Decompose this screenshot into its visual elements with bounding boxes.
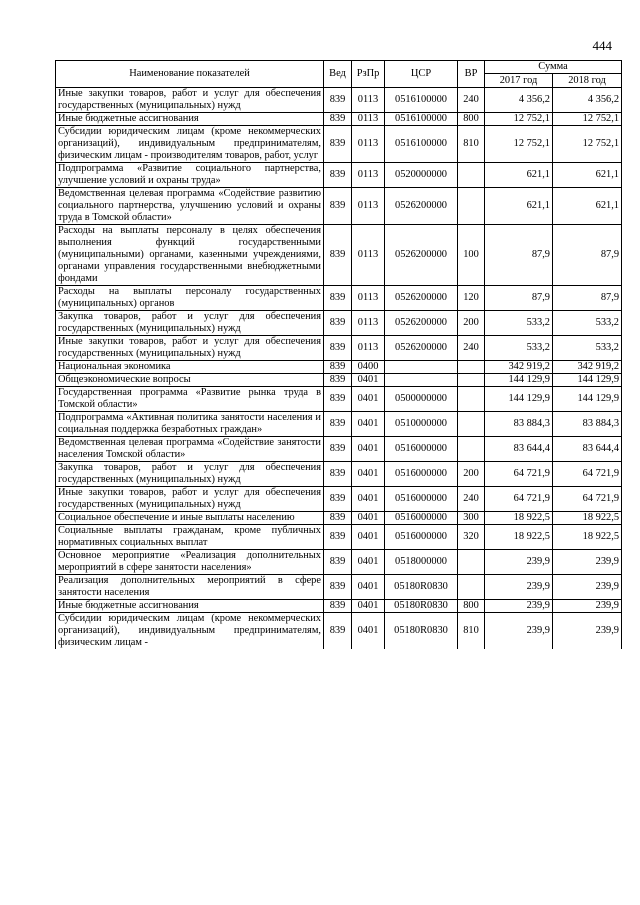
row-sum-2018: 87,9 [553, 225, 622, 286]
row-sum-2018: 64 721,9 [553, 487, 622, 512]
row-sum-2017: 64 721,9 [485, 487, 553, 512]
table-row [56, 512, 622, 525]
row-vr [458, 550, 485, 575]
row-vr [458, 387, 485, 412]
row-vr: 200 [458, 462, 485, 487]
row-name: Субсидии юридическим лицам (кроме некоммерческих организаций), индивидуальным предпринимателям, физическим лицам - [56, 613, 324, 650]
row-vr [458, 361, 485, 374]
row-sum-2017: 12 752,1 [485, 113, 553, 126]
row-csr: 0500000000 [385, 387, 458, 412]
table-body [56, 88, 622, 650]
row-csr: 0516100000 [385, 88, 458, 113]
row-sum-2018: 12 752,1 [553, 113, 622, 126]
row-sum-2018: 18 922,5 [553, 525, 622, 550]
row-ved: 839 [324, 525, 352, 550]
row-vr: 320 [458, 525, 485, 550]
table-row [56, 525, 622, 550]
row-csr: 0520000000 [385, 163, 458, 188]
row-sum-2017: 533,2 [485, 311, 553, 336]
row-sum-2018: 83 884,3 [553, 412, 622, 437]
row-csr: 0510000000 [385, 412, 458, 437]
row-ved: 839 [324, 437, 352, 462]
row-ved: 839 [324, 600, 352, 613]
row-name: Реализация дополнительных мероприятий в сфере занятости населения [56, 575, 324, 600]
budget-table [55, 60, 622, 649]
row-csr: 0526200000 [385, 336, 458, 361]
header-sum: Сумма [485, 61, 622, 74]
row-rzpr: 0401 [352, 387, 385, 412]
row-rzpr: 0401 [352, 525, 385, 550]
row-ved: 839 [324, 550, 352, 575]
row-sum-2018: 239,9 [553, 550, 622, 575]
row-ved: 839 [324, 361, 352, 374]
row-name: Субсидии юридическим лицам (кроме некоммерческих организаций), индивидуальным предпринимателям, физическим лицам - производителям товаров, работ, услуг [56, 126, 324, 163]
row-rzpr: 0401 [352, 575, 385, 600]
table-row [56, 613, 622, 650]
table-row [56, 113, 622, 126]
row-sum-2017: 239,9 [485, 575, 553, 600]
row-sum-2017: 83 644,4 [485, 437, 553, 462]
row-csr: 0516100000 [385, 126, 458, 163]
row-sum-2018: 87,9 [553, 286, 622, 311]
table-row [56, 225, 622, 286]
row-ved: 839 [324, 336, 352, 361]
row-name: Подпрограмма «Развитие социального партнерства, улучшение условий и охраны труда» [56, 163, 324, 188]
table-row [56, 387, 622, 412]
row-ved: 839 [324, 286, 352, 311]
table-row [56, 188, 622, 225]
row-name: Государственная программа «Развитие рынка труда в Томской области» [56, 387, 324, 412]
row-sum-2017: 18 922,5 [485, 512, 553, 525]
row-rzpr: 0401 [352, 374, 385, 387]
row-rzpr: 0113 [352, 113, 385, 126]
header-rzpr: РзПр [352, 61, 385, 88]
row-rzpr: 0113 [352, 163, 385, 188]
row-csr: 0526200000 [385, 188, 458, 225]
row-sum-2017: 621,1 [485, 188, 553, 225]
row-csr: 0516100000 [385, 113, 458, 126]
header-year-2018: 2018 год [553, 74, 622, 88]
row-vr: 810 [458, 126, 485, 163]
row-csr: 0516000000 [385, 462, 458, 487]
row-vr: 810 [458, 613, 485, 650]
row-sum-2017: 4 356,2 [485, 88, 553, 113]
row-sum-2018: 239,9 [553, 613, 622, 650]
row-sum-2018: 83 644,4 [553, 437, 622, 462]
page-number: 444 [592, 38, 612, 53]
row-rzpr: 0401 [352, 487, 385, 512]
header-ved: Вед [324, 61, 352, 88]
row-vr [458, 374, 485, 387]
row-csr: 0516000000 [385, 512, 458, 525]
table-row [56, 550, 622, 575]
row-sum-2018: 64 721,9 [553, 462, 622, 487]
row-ved: 839 [324, 412, 352, 437]
table-row [56, 311, 622, 336]
row-rzpr: 0113 [352, 286, 385, 311]
row-csr: 0516000000 [385, 487, 458, 512]
row-sum-2018: 144 129,9 [553, 374, 622, 387]
row-rzpr: 0113 [352, 225, 385, 286]
row-vr: 240 [458, 336, 485, 361]
row-sum-2018: 621,1 [553, 163, 622, 188]
row-csr: 05180R0830 [385, 575, 458, 600]
row-sum-2017: 83 884,3 [485, 412, 553, 437]
row-ved: 839 [324, 88, 352, 113]
row-ved: 839 [324, 387, 352, 412]
row-ved: 839 [324, 163, 352, 188]
row-sum-2017: 144 129,9 [485, 387, 553, 412]
row-name: Социальное обеспечение и иные выплаты населению [56, 512, 324, 525]
row-vr [458, 188, 485, 225]
row-rzpr: 0401 [352, 462, 385, 487]
row-csr [385, 374, 458, 387]
row-sum-2018: 239,9 [553, 575, 622, 600]
row-ved: 839 [324, 311, 352, 336]
table-row [56, 600, 622, 613]
row-vr [458, 437, 485, 462]
row-sum-2017: 87,9 [485, 286, 553, 311]
row-csr: 0526200000 [385, 286, 458, 311]
row-rzpr: 0113 [352, 88, 385, 113]
row-sum-2018: 12 752,1 [553, 126, 622, 163]
row-sum-2017: 342 919,2 [485, 361, 553, 374]
row-rzpr: 0401 [352, 600, 385, 613]
row-name: Иные закупки товаров, работ и услуг для обеспечения государственных (муниципальных) нужд [56, 336, 324, 361]
row-sum-2017: 144 129,9 [485, 374, 553, 387]
row-ved: 839 [324, 188, 352, 225]
table-row [56, 361, 622, 374]
row-vr: 240 [458, 487, 485, 512]
row-name: Ведомственная целевая программа «Содействие занятости населения Томской области» [56, 437, 324, 462]
table-row [56, 412, 622, 437]
row-csr: 0516000000 [385, 437, 458, 462]
row-name: Иные закупки товаров, работ и услуг для обеспечения государственных (муниципальных) нужд [56, 88, 324, 113]
header-name: Наименование показателей [56, 61, 324, 88]
row-ved: 839 [324, 374, 352, 387]
row-sum-2018: 533,2 [553, 336, 622, 361]
row-ved: 839 [324, 225, 352, 286]
header-vr: ВР [458, 61, 485, 88]
row-sum-2018: 533,2 [553, 311, 622, 336]
row-name: Закупка товаров, работ и услуг для обеспечения государственных (муниципальных) нужд [56, 311, 324, 336]
row-ved: 839 [324, 462, 352, 487]
row-vr: 300 [458, 512, 485, 525]
row-sum-2018: 239,9 [553, 600, 622, 613]
row-csr [385, 361, 458, 374]
table-header [56, 61, 622, 88]
row-vr [458, 575, 485, 600]
row-rzpr: 0401 [352, 437, 385, 462]
row-sum-2018: 342 919,2 [553, 361, 622, 374]
row-rzpr: 0400 [352, 361, 385, 374]
table-row [56, 575, 622, 600]
row-vr: 240 [458, 88, 485, 113]
row-vr: 800 [458, 113, 485, 126]
table-row [56, 437, 622, 462]
row-sum-2017: 533,2 [485, 336, 553, 361]
row-rzpr: 0113 [352, 311, 385, 336]
row-vr: 200 [458, 311, 485, 336]
row-csr: 0526200000 [385, 311, 458, 336]
row-csr: 05180R0830 [385, 613, 458, 650]
row-rzpr: 0113 [352, 336, 385, 361]
row-name: Иные бюджетные ассигнования [56, 600, 324, 613]
row-rzpr: 0113 [352, 126, 385, 163]
row-rzpr: 0401 [352, 550, 385, 575]
row-name: Основное мероприятие «Реализация дополнительных мероприятий в сфере занятости населения» [56, 550, 324, 575]
row-sum-2018: 4 356,2 [553, 88, 622, 113]
row-rzpr: 0401 [352, 512, 385, 525]
row-sum-2017: 64 721,9 [485, 462, 553, 487]
row-ved: 839 [324, 126, 352, 163]
table-row [56, 286, 622, 311]
row-sum-2017: 239,9 [485, 600, 553, 613]
row-sum-2017: 239,9 [485, 550, 553, 575]
row-rzpr: 0401 [352, 613, 385, 650]
row-csr: 05180R0830 [385, 600, 458, 613]
row-vr [458, 163, 485, 188]
row-vr: 100 [458, 225, 485, 286]
table-row [56, 487, 622, 512]
row-name: Иные закупки товаров, работ и услуг для обеспечения государственных (муниципальных) нужд [56, 487, 324, 512]
row-ved: 839 [324, 113, 352, 126]
row-sum-2017: 12 752,1 [485, 126, 553, 163]
row-name: Иные бюджетные ассигнования [56, 113, 324, 126]
row-name: Общеэкономические вопросы [56, 374, 324, 387]
row-sum-2017: 87,9 [485, 225, 553, 286]
row-sum-2017: 239,9 [485, 613, 553, 650]
row-vr: 800 [458, 600, 485, 613]
row-name: Расходы на выплаты персоналу в целях обеспечения выполнения функций государственными (муниципальными) органами, казенными учреждениями, органами управления государственными внебюджетными фондами [56, 225, 324, 286]
row-ved: 839 [324, 487, 352, 512]
row-ved: 839 [324, 575, 352, 600]
row-name: Подпрограмма «Активная политика занятости населения и социальная поддержка безработных граждан» [56, 412, 324, 437]
row-name: Закупка товаров, работ и услуг для обеспечения государственных (муниципальных) нужд [56, 462, 324, 487]
row-name: Национальная экономика [56, 361, 324, 374]
table-row [56, 163, 622, 188]
row-csr: 0518000000 [385, 550, 458, 575]
row-rzpr: 0401 [352, 412, 385, 437]
row-sum-2018: 18 922,5 [553, 512, 622, 525]
row-vr: 120 [458, 286, 485, 311]
header-csr: ЦСР [385, 61, 458, 88]
row-ved: 839 [324, 613, 352, 650]
table-row [56, 88, 622, 113]
table-row [56, 126, 622, 163]
row-name: Ведомственная целевая программа «Содействие развитию социального партнерства, улучшению условий и охраны труда в Томской области» [56, 188, 324, 225]
table-row [56, 374, 622, 387]
row-rzpr: 0113 [352, 188, 385, 225]
row-sum-2017: 18 922,5 [485, 525, 553, 550]
row-name: Расходы на выплаты персоналу государственных (муниципальных) органов [56, 286, 324, 311]
row-name: Социальные выплаты гражданам, кроме публичных нормативных социальных выплат [56, 525, 324, 550]
row-csr: 0526200000 [385, 225, 458, 286]
table-row [56, 462, 622, 487]
table-row [56, 336, 622, 361]
row-ved: 839 [324, 512, 352, 525]
row-csr: 0516000000 [385, 525, 458, 550]
row-sum-2018: 621,1 [553, 188, 622, 225]
row-sum-2017: 621,1 [485, 163, 553, 188]
header-year-2017: 2017 год [485, 74, 553, 88]
row-sum-2018: 144 129,9 [553, 387, 622, 412]
row-vr [458, 412, 485, 437]
